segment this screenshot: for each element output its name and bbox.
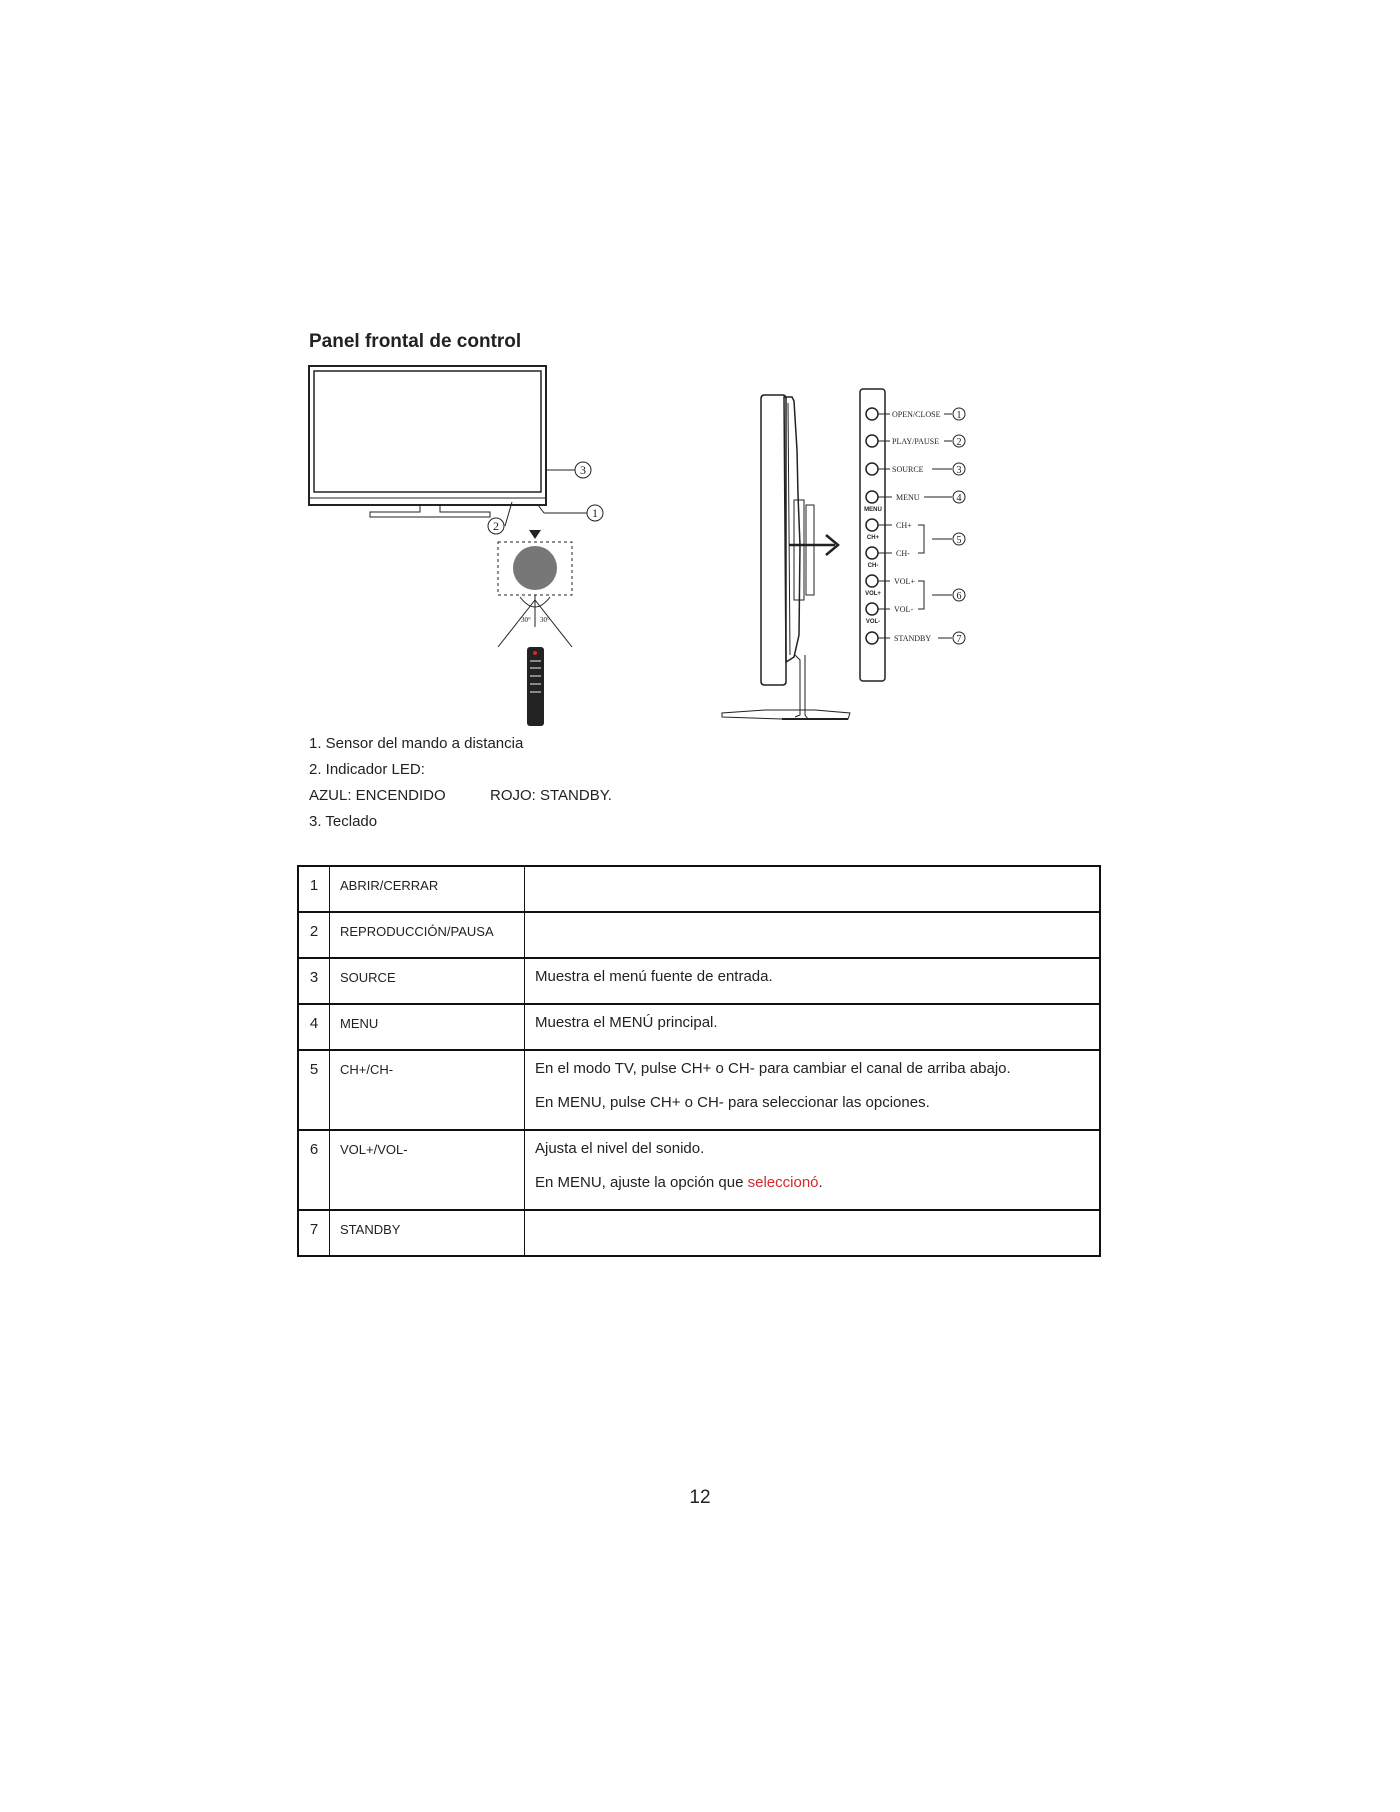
row-number: 2: [298, 912, 330, 958]
side-label-vol-plus: VOL+: [894, 577, 915, 586]
remote-control-icon: [527, 647, 544, 726]
note-remote-sensor: 1. Sensor del mando a distancia: [309, 735, 524, 752]
side-button-labels: [892, 410, 941, 643]
controls-table: [297, 865, 1101, 1257]
row-number: 5: [298, 1050, 330, 1130]
symbol-menu: MENU: [864, 507, 882, 513]
table-row: [298, 1210, 1100, 1256]
control-description: [525, 866, 1101, 912]
callout-2: 2: [493, 519, 499, 533]
control-description: [525, 1050, 1101, 1130]
control-description: [525, 1210, 1101, 1256]
note-keypad: 3. Teclado: [309, 813, 378, 830]
side-label-ch-minus: CH-: [896, 549, 910, 558]
side-label-standby: STANDBY: [894, 634, 932, 643]
side-label-source: SOURCE: [892, 465, 924, 474]
side-callout-7: 7: [956, 634, 962, 645]
side-callout-5: 5: [956, 535, 962, 546]
table-row: [298, 866, 1100, 912]
description-text: En MENU, ajuste la opción que: [535, 1174, 748, 1191]
side-callout-2: 2: [956, 437, 962, 448]
table-row: [298, 1004, 1100, 1050]
table-row: [298, 958, 1100, 1004]
control-name: ABRIR/CERRAR: [330, 866, 525, 912]
table-row: [298, 1130, 1100, 1210]
description-text: .: [818, 1174, 823, 1191]
control-description: Muestra el MENÚ principal.: [525, 1004, 1101, 1050]
control-name: MENU: [330, 1004, 525, 1050]
callout-3: 3: [580, 463, 586, 477]
row-number: 6: [298, 1130, 330, 1210]
side-label-vol-minus: VOL-: [894, 605, 914, 614]
highlighted-word: seleccionó: [747, 1174, 819, 1191]
side-label-ch-plus: CH+: [896, 521, 912, 530]
control-name: STANDBY: [330, 1210, 525, 1256]
symbol-vol-minus: VOL-: [865, 619, 881, 625]
side-callout-4: 4: [956, 493, 962, 504]
row-number: 4: [298, 1004, 330, 1050]
side-callout-1: 1: [956, 410, 962, 421]
control-name: VOL+/VOL-: [330, 1130, 525, 1210]
control-description: [525, 1130, 1101, 1210]
description-line: Ajusta el nivel del sonido.: [535, 1140, 705, 1157]
control-name: CH+/CH-: [330, 1050, 525, 1130]
control-name: SOURCE: [330, 958, 525, 1004]
side-connector-lines: [878, 414, 952, 638]
description-line: En MENU, pulse CH+ o CH- para seleccionar las opciones.: [535, 1094, 930, 1111]
side-label-open-close: OPEN/CLOSE: [892, 410, 941, 419]
angle-left-label: 30°: [521, 616, 531, 624]
note-led-indicator: 2. Indicador LED:: [309, 761, 425, 778]
row-number: 3: [298, 958, 330, 1004]
side-callout-numbers: [957, 410, 962, 645]
symbol-ch-minus: CH-: [867, 563, 879, 569]
note-led-red: ROJO: STANDBY.: [490, 787, 612, 804]
side-callout-3: 3: [956, 465, 962, 476]
page-title: Panel frontal de control: [309, 331, 522, 352]
symbol-ch-plus: CH+: [866, 535, 880, 541]
symbol-vol-plus: VOL+: [865, 591, 881, 597]
callout-1: 1: [592, 506, 598, 520]
control-description: [525, 912, 1101, 958]
description-line: En el modo TV, pulse CH+ o CH- para cambiar el canal de arriba abajo.: [535, 1060, 1011, 1077]
table-row: [298, 1050, 1100, 1130]
row-number: 1: [298, 866, 330, 912]
front-panel-diagram: [300, 355, 1020, 730]
pointer-arrow-icon: [529, 530, 541, 539]
description-line: [535, 1174, 1089, 1208]
page-number: 12: [689, 1487, 711, 1508]
note-led-blue: AZUL: ENCENDIDO: [309, 787, 446, 804]
control-description: Muestra el menú fuente de entrada.: [525, 958, 1101, 1004]
side-label-menu: MENU: [896, 493, 920, 502]
tv-front-view: [309, 366, 603, 647]
control-name: REPRODUCCIÓN/PAUSA: [330, 912, 525, 958]
remote-sensor-icon: [513, 546, 557, 590]
side-callout-6: 6: [956, 591, 962, 602]
table-row: [298, 912, 1100, 958]
side-label-play-pause: PLAY/PAUSE: [892, 437, 939, 446]
row-number: 7: [298, 1210, 330, 1256]
angle-right-label: 30°: [540, 616, 550, 624]
